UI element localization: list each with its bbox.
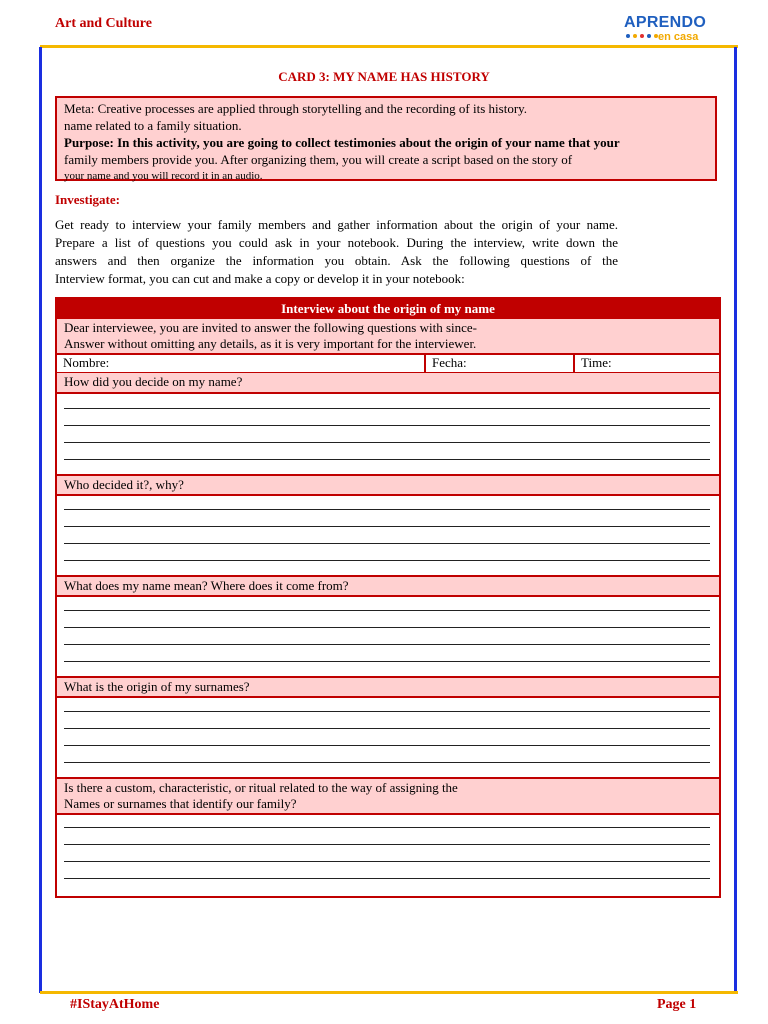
interview-form — [55, 297, 721, 898]
aprendo-en-casa-logo — [620, 14, 712, 44]
logo-text-bottom: en casa — [658, 31, 699, 43]
info-fields-row — [57, 354, 719, 374]
question-5-line-1: Is there a custom, characteristic, or ritual related to the way of assigning the — [64, 780, 458, 795]
page-number: Page 1 — [657, 997, 697, 1012]
investigate-heading: Investigate: — [55, 192, 120, 207]
instructions-line-1: Dear interviewee, you are invited to answer the following questions with since- — [64, 320, 477, 335]
question-2: Who decided it?, why? — [57, 474, 719, 496]
name-field[interactable]: Nombre: — [63, 355, 110, 370]
intro-line: answers and then organize the information you obtain. Ask the following questions of the — [55, 253, 618, 268]
intro-line: Interview format, you can cut and make a copy or develop it in your notebook: — [55, 271, 465, 286]
meta-purpose-box — [55, 96, 717, 181]
meta-line-4: family members provide you. After organizing them, you will create a script based on the story of — [64, 152, 573, 167]
answer-area-4[interactable] — [64, 698, 710, 777]
logo-dots — [626, 34, 658, 38]
bottom-border-line — [40, 991, 738, 994]
top-border-line — [40, 45, 738, 48]
right-border-line — [734, 47, 737, 993]
meta-line-2: name related to a family situation. — [64, 118, 242, 133]
time-field[interactable]: Time: — [581, 355, 612, 370]
intro-paragraph — [55, 216, 618, 288]
answer-area-3[interactable] — [64, 597, 710, 676]
question-5 — [57, 777, 719, 815]
section-title: Art and Culture — [55, 16, 152, 31]
question-1: How did you decide on my name? — [57, 373, 719, 394]
interview-instructions — [57, 319, 719, 355]
answer-area-2[interactable] — [64, 496, 710, 575]
intro-line: Get ready to interview your family members and gather information about the origin of your name. — [55, 217, 618, 232]
question-3: What does my name mean? Where does it come from? — [57, 575, 719, 597]
logo-text-top: APRENDO — [624, 14, 707, 31]
left-border-line — [39, 47, 42, 993]
question-4: What is the origin of my surnames? — [57, 676, 719, 698]
instructions-line-2: Answer without omitting any details, as it is very important for the interviewer. — [64, 336, 477, 351]
interview-title: Interview about the origin of my name — [57, 299, 719, 319]
card-title: CARD 3: MY NAME HAS HISTORY — [278, 69, 490, 84]
intro-line: Prepare a list of questions you could ask in your notebook. During the interview, write down the — [55, 235, 618, 250]
date-field[interactable]: Fecha: — [432, 355, 467, 370]
meta-line-1: Meta: Creative processes are applied through storytelling and the recording of its history. — [64, 101, 528, 116]
meta-line-5: your name and you will record it in an audio. — [64, 170, 263, 182]
answer-area-5[interactable] — [64, 815, 710, 895]
hashtag-footer: #IStayAtHome — [70, 997, 160, 1012]
purpose-line: Purpose: In this activity, you are going to collect testimonies about the origin of your name that your — [64, 135, 620, 150]
answer-area-1[interactable] — [64, 394, 710, 474]
question-5-line-2: Names or surnames that identify our family? — [64, 796, 297, 811]
